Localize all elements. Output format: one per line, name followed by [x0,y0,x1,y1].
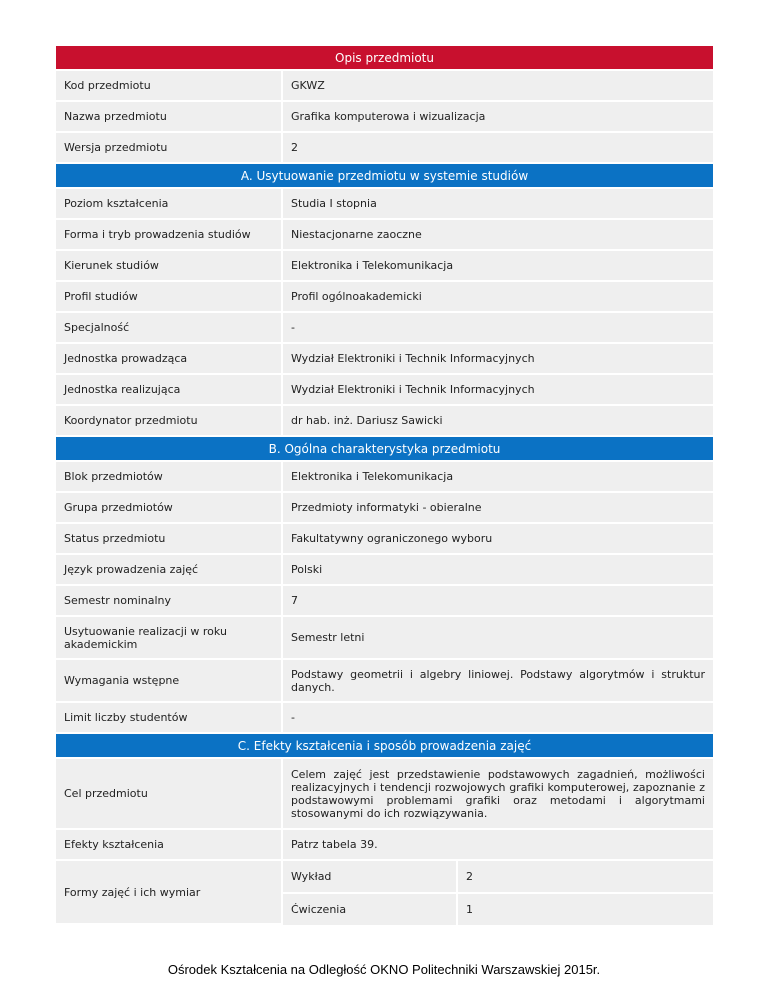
table-row [56,375,713,406]
row-value: Polski [291,563,323,576]
row-label: Usytuowanie realizacji w roku akademickim [56,617,283,658]
table-row [56,586,713,617]
row-value: GKWZ [291,79,325,92]
row-label: Wersja przedmiotu [56,133,283,162]
row-value: Studia I stopnia [291,197,377,210]
section-c-header: C. Efekty kształcenia i sposób prowadzenia zajęć [56,734,713,759]
row-value: - [291,711,295,724]
row-label: Specjalność [56,313,283,342]
row-value-text: Celem zajęć jest przedstawienie podstawowych zagadnień, możliwości realizacyjnych i tendencji rozwojowych grafiki komputerowej, zapoznanie z podstawowymi problemami grafiki oraz metodami i algorytmami stosowanymi do ich rozwiązywania. [291,767,705,820]
row-value: Wydział Elektroniki i Technik Informacyjnych [291,383,535,396]
course-description-table [56,46,713,927]
forms-subrow [283,894,713,927]
row-label: Koordynator przedmiotu [56,406,283,435]
table-row [56,555,713,586]
row-value: Grafika komputerowa i wizualizacja [291,110,486,123]
row-label: Profil studiów [56,282,283,311]
row-label: Kierunek studiów [56,251,283,280]
table-row [56,251,713,282]
row-value [283,759,713,828]
table-row [56,830,713,861]
form-name: Wykład [283,861,458,892]
row-label: Efekty kształcenia [56,830,283,859]
row-value: 7 [291,594,298,607]
row-value: Przedmioty informatyki - obieralne [291,501,482,514]
form-name: Ćwiczenia [283,894,458,925]
table-row [56,759,713,830]
row-value: 2 [291,141,298,154]
row-label: Jednostka prowadząca [56,344,283,373]
row-label: Status przedmiotu [56,524,283,553]
table-row [56,462,713,493]
row-value: - [291,321,295,334]
row-value: Niestacjonarne zaoczne [291,228,422,241]
table-row [56,189,713,220]
row-label: Blok przedmiotów [56,462,283,491]
row-value: Patrz tabela 39. [291,838,378,851]
forms-subtable [283,861,713,927]
table-row [56,617,713,660]
form-hours: 2 [466,870,473,883]
row-value [283,660,713,701]
table-row [56,133,713,164]
row-label: Nazwa przedmiotu [56,102,283,131]
row-value: Profil ogólnoakademicki [291,290,422,303]
row-value-text: Podstawy geometrii i algebry liniowej. Podstawy algorytmów i struktur danych. [291,667,705,694]
table-row [56,282,713,313]
forms-subrow [283,861,713,894]
table-row [56,220,713,251]
row-label: Wymagania wstępne [56,660,283,701]
row-label: Kod przedmiotu [56,71,283,100]
form-hours: 1 [466,903,473,916]
row-value: Semestr letni [291,631,365,644]
table-row [56,703,713,734]
table-row [56,493,713,524]
row-label: Język prowadzenia zajęć [56,555,283,584]
row-value: Fakultatywny ograniczonego wyboru [291,532,493,545]
row-value: dr hab. inż. Dariusz Sawicki [291,414,443,427]
row-value: Elektronika i Telekomunikacja [291,259,454,272]
section-a-header: A. Usytuowanie przedmiotu w systemie studiów [56,164,713,189]
row-label: Poziom kształcenia [56,189,283,218]
page-footer: Ośrodek Kształcenia na Odległość OKNO Politechniki Warszawskiej 2015r. [167,962,601,977]
section-b-header: B. Ogólna charakterystyka przedmiotu [56,437,713,462]
row-label: Forma i tryb prowadzenia studiów [56,220,283,249]
row-value: Wydział Elektroniki i Technik Informacyjnych [291,352,535,365]
row-label: Jednostka realizująca [56,375,283,404]
forms-row [56,861,713,927]
table-row [56,102,713,133]
table-row [56,344,713,375]
table-row [56,406,713,437]
table-row [56,313,713,344]
row-value: Elektronika i Telekomunikacja [291,470,454,483]
row-label: Semestr nominalny [56,586,283,615]
table-title: Opis przedmiotu [56,46,713,71]
table-row [56,71,713,102]
table-row [56,660,713,703]
row-label: Formy zajęć i ich wymiar [56,861,283,925]
table-row [56,524,713,555]
row-label: Cel przedmiotu [56,759,283,828]
row-label: Limit liczby studentów [56,703,283,732]
row-label: Grupa przedmiotów [56,493,283,522]
